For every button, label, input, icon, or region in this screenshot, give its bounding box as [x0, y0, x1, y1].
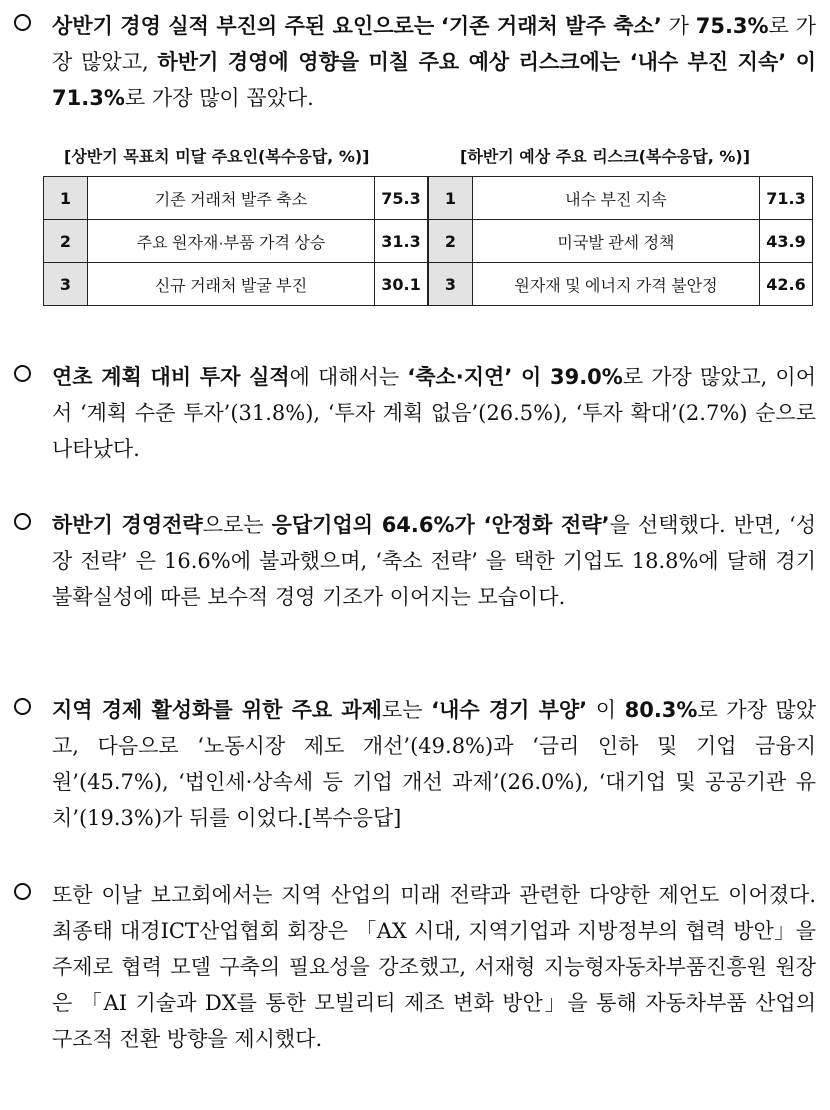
value-cell: 42.6	[760, 263, 813, 306]
table-row	[429, 220, 813, 263]
left-stats-table	[43, 176, 428, 306]
rank-cell: 3	[44, 263, 88, 306]
bold-text: ‘기존 거래처 발주 축소’	[440, 14, 662, 38]
right-table-caption: [하반기 예상 주요 리스크(복수응답, %)]	[460, 147, 751, 166]
plain-text: 에 대해서는	[289, 365, 400, 389]
paragraph-investment	[14, 359, 816, 467]
paragraph-text: 또한 이날 보고회에서는 지역 산업의 미래 전략과 관련한 다양한 제언도 이어졌다. 최종태 대경ICT산업협회 회장은 「AX 시대, 지역기업과 지방정부의 협력 방안」을 주제로 협력 모델 구축의 필요성을 강조했고, 서재형 지능형자동차부품진흥원 원장은 「AI 기술과 DX를 통한 모빌리티 제조 변화 방안」을 통해 자동차부품 산업의 구조적 전환 방향을 제시했다.	[52, 883, 816, 1051]
plain-text: 이	[595, 698, 617, 722]
right-stats-table	[428, 176, 813, 306]
bold-text: 상반기 경영 실적 부진의 주된 요인으로는	[52, 14, 435, 38]
bold-text: 지역 경제 활성화를 위한 주요 과제	[52, 698, 382, 722]
circle-bullet-icon	[14, 513, 31, 530]
circle-bullet-icon	[14, 14, 31, 31]
value-cell: 71.3	[760, 177, 813, 220]
item-cell: 원자재 및 에너지 가격 불안정	[472, 263, 759, 306]
paragraph-text	[52, 507, 816, 615]
bold-text: ‘내수 경기 부양’	[431, 698, 588, 722]
bold-text: 80.3%	[624, 698, 698, 722]
table-row	[44, 220, 428, 263]
paragraph-text	[52, 359, 816, 467]
value-cell: 31.3	[375, 220, 428, 263]
bold-text: 75.3%	[695, 14, 769, 38]
table-row	[44, 177, 428, 220]
paragraph-first-half-results	[14, 8, 816, 116]
bold-text: 하반기 경영전략	[52, 513, 203, 537]
circle-bullet-icon	[14, 365, 31, 382]
plain-text: 로 가장 많았고, 다음으로 ‘노동시장 제도 개선’(49.8%)과 ‘금리 인하 및 기업 금융지원’(45.7%), ‘법인세·상속세 등 기업 개선 과제’(26.0%), ‘대기업 및 공공기관 유치’(19.3%)가 뒤를 이었다.[복수응답]	[52, 698, 816, 830]
value-cell: 43.9	[760, 220, 813, 263]
plain-text: 로 가장 많았고,	[52, 14, 816, 74]
paragraph-strategy	[14, 507, 816, 615]
item-cell: 미국발 관세 정책	[472, 220, 759, 263]
plain-text: 가	[668, 14, 689, 38]
bold-text: ‘축소·지연’ 이 39.0%	[407, 365, 623, 389]
item-cell: 신규 거래처 발굴 부진	[87, 263, 374, 306]
rank-cell: 1	[429, 177, 473, 220]
paragraph-text	[52, 692, 816, 836]
circle-bullet-icon	[14, 883, 31, 900]
rank-cell: 2	[44, 220, 88, 263]
value-cell: 75.3	[375, 177, 428, 220]
bold-text: 응답기업의 64.6%가 ‘안정화 전략’	[271, 513, 610, 537]
item-cell: 주요 원자재·부품 가격 상승	[87, 220, 374, 263]
paragraph-report-meeting	[14, 877, 816, 1057]
value-cell: 30.1	[375, 263, 428, 306]
rank-cell: 3	[429, 263, 473, 306]
item-cell: 내수 부진 지속	[472, 177, 759, 220]
rank-cell: 1	[44, 177, 88, 220]
item-cell: 기존 거래처 발주 축소	[87, 177, 374, 220]
rank-cell: 2	[429, 220, 473, 263]
bold-text: 연초 계획 대비 투자 실적	[52, 365, 290, 389]
left-table-caption: [상반기 목표치 미달 주요인(복수응답, %)]	[64, 147, 370, 166]
table-row	[429, 263, 813, 306]
paragraph-regional-tasks	[14, 692, 816, 836]
circle-bullet-icon	[14, 698, 31, 715]
table-row	[44, 263, 428, 306]
plain-text: 을 선택했다. 반면, ‘성장 전략’ 은 16.6%에 불과했으며, ‘축소 전략’ 을 택한 기업도 18.8%에 달해 경기 불확실성에 따른 보수적 경영 기조가 이어지는 모습이다.	[52, 513, 817, 609]
table-row	[429, 177, 813, 220]
bold-text: 하반기 경영에 영향을 미칠 주요 예상 리스크에는 ‘내수 부진 지속’ 이 71.3%	[52, 50, 816, 110]
plain-text: 으로는	[202, 513, 264, 537]
paragraph-text	[52, 8, 816, 116]
plain-text: 로 가장 많았고, 이어서 ‘계획 수준 투자’(31.8%), ‘투자 계획 없음’(26.5%), ‘투자 확대’(2.7%) 순으로 나타났다.	[52, 365, 816, 461]
plain-text: 로 가장 많이 꼽았다.	[124, 86, 314, 110]
plain-text: 로는	[381, 698, 423, 722]
